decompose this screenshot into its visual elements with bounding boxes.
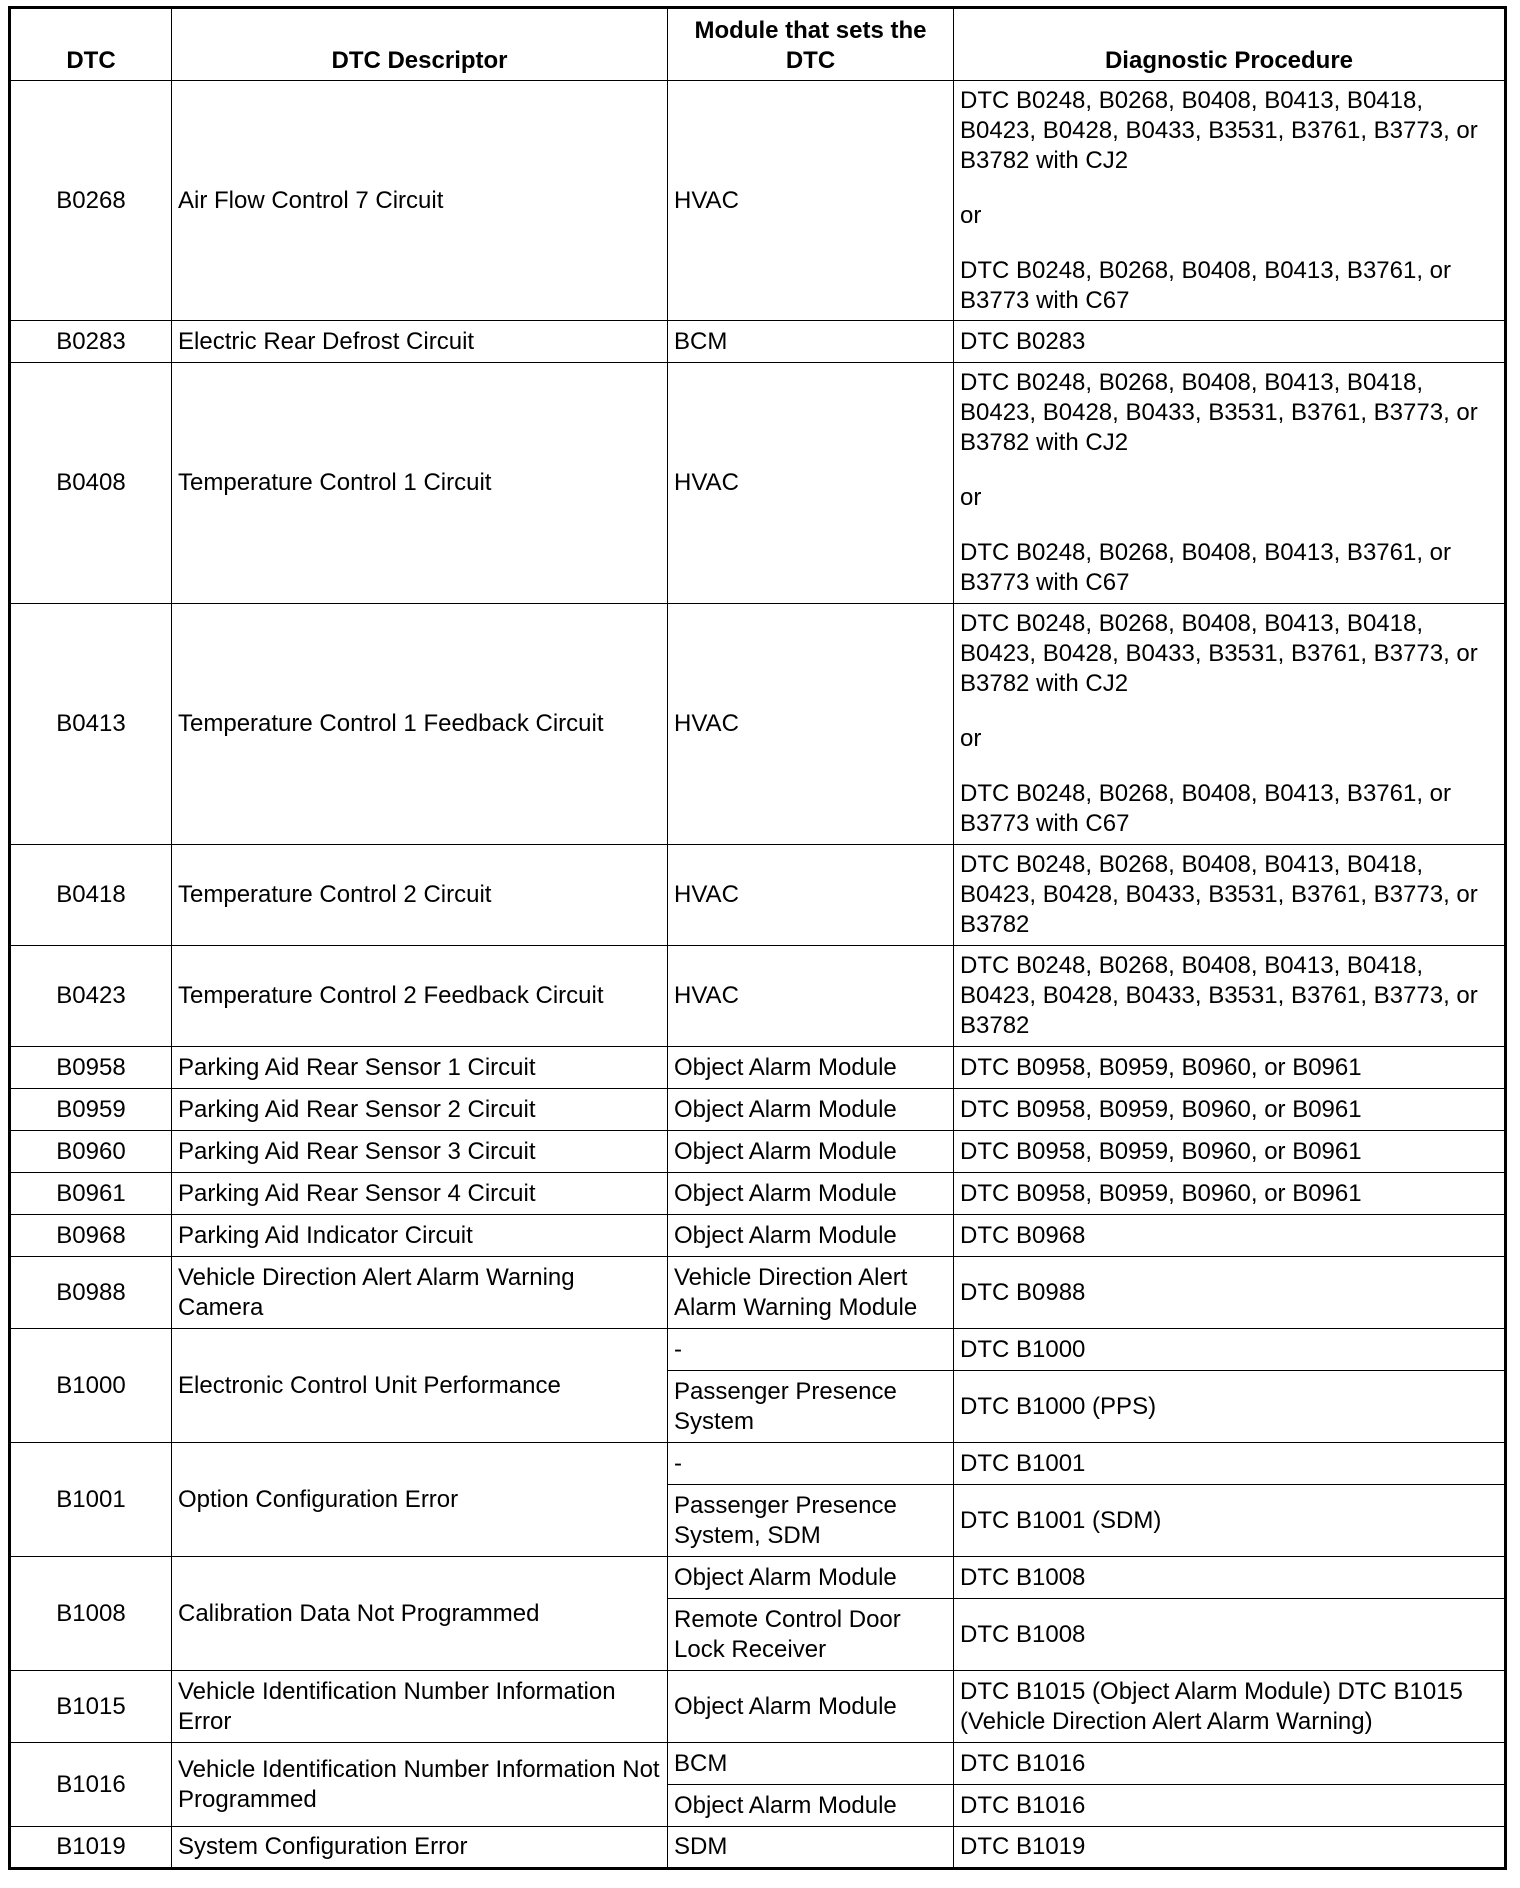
dtc-code-cell: B0988 bbox=[10, 1257, 172, 1329]
module-cell: HVAC bbox=[668, 363, 954, 604]
procedure-text: or bbox=[960, 484, 982, 511]
table-row bbox=[10, 1173, 1506, 1215]
procedure-cell bbox=[954, 1557, 1506, 1599]
procedure-text: DTC B1001 bbox=[960, 1449, 1086, 1477]
procedure-text: DTC B1016 bbox=[960, 1749, 1086, 1777]
dtc-table bbox=[8, 6, 1507, 1870]
procedure-cell bbox=[954, 1173, 1506, 1215]
module-cell: Object Alarm Module bbox=[668, 1671, 954, 1743]
procedure-cell bbox=[954, 1671, 1506, 1743]
procedure-text: DTC B0248, B0268, B0408, B0413, B0418, B0423, B0428, B0433, B3531, B3761, B3773, or B3782 with CJ2 bbox=[960, 369, 1478, 456]
table-row bbox=[10, 1131, 1506, 1173]
dtc-descriptor-cell: Vehicle Identification Number Information Not Programmed bbox=[172, 1743, 668, 1827]
dtc-descriptor-cell: Electric Rear Defrost Circuit bbox=[172, 321, 668, 363]
header-procedure: Diagnostic Procedure bbox=[954, 8, 1506, 81]
procedure-cell bbox=[954, 1215, 1506, 1257]
header-dtc: DTC bbox=[10, 8, 172, 81]
dtc-descriptor-cell: Electronic Control Unit Performance bbox=[172, 1329, 668, 1443]
table-row bbox=[10, 1329, 1506, 1371]
procedure-cell bbox=[954, 81, 1506, 321]
module-cell: HVAC bbox=[668, 81, 954, 321]
procedure-text: DTC B0248, B0268, B0408, B0413, B3761, or B3773 with C67 bbox=[960, 780, 1452, 837]
table-row bbox=[10, 1257, 1506, 1329]
table-row bbox=[10, 946, 1506, 1047]
procedure-cell bbox=[954, 1443, 1506, 1485]
procedure-cell bbox=[954, 1257, 1506, 1329]
module-cell: Remote Control Door Lock Receiver bbox=[668, 1599, 954, 1671]
dtc-code-cell: B0413 bbox=[10, 604, 172, 845]
module-cell: - bbox=[668, 1443, 954, 1485]
dtc-descriptor-cell: Parking Aid Rear Sensor 2 Circuit bbox=[172, 1089, 668, 1131]
procedure-cell bbox=[954, 604, 1506, 845]
table-row bbox=[10, 321, 1506, 363]
table-row bbox=[10, 1557, 1506, 1599]
module-cell: - bbox=[668, 1329, 954, 1371]
table-row bbox=[10, 604, 1506, 845]
module-cell: HVAC bbox=[668, 604, 954, 845]
module-cell: SDM bbox=[668, 1827, 954, 1869]
procedure-text: DTC B1008 bbox=[960, 1620, 1086, 1648]
procedure-text: DTC B0988 bbox=[960, 1278, 1086, 1306]
header-row bbox=[10, 8, 1506, 81]
procedure-text: or bbox=[960, 201, 982, 229]
header-descriptor: DTC Descriptor bbox=[172, 8, 668, 81]
procedure-cell bbox=[954, 321, 1506, 363]
procedure-text: DTC B1016 bbox=[960, 1791, 1086, 1819]
dtc-code-cell: B1008 bbox=[10, 1557, 172, 1671]
module-cell: Object Alarm Module bbox=[668, 1173, 954, 1215]
table-row bbox=[10, 1047, 1506, 1089]
procedure-cell bbox=[954, 1089, 1506, 1131]
procedure-text: DTC B0248, B0268, B0408, B0413, B0418, B0423, B0428, B0433, B3531, B3761, B3773, or B3782 with CJ2 bbox=[960, 610, 1478, 697]
procedure-cell bbox=[954, 845, 1506, 946]
procedure-text: DTC B0958, B0959, B0960, or B0961 bbox=[960, 1053, 1362, 1081]
dtc-code-cell: B0418 bbox=[10, 845, 172, 946]
dtc-code-cell: B0968 bbox=[10, 1215, 172, 1257]
dtc-code-cell: B0283 bbox=[10, 321, 172, 363]
procedure-text: DTC B0958, B0959, B0960, or B0961 bbox=[960, 1095, 1362, 1123]
procedure-text: DTC B0248, B0268, B0408, B0413, B3761, or B3773 with C67 bbox=[960, 539, 1452, 596]
table-row bbox=[10, 1089, 1506, 1131]
module-cell: BCM bbox=[668, 321, 954, 363]
procedure-text: DTC B0248, B0268, B0408, B0413, B0418, B0423, B0428, B0433, B3531, B3761, B3773, or B3782 with CJ2 bbox=[960, 86, 1478, 174]
procedure-text: DTC B0968 bbox=[960, 1221, 1086, 1249]
procedure-text: DTC B1019 bbox=[960, 1833, 1086, 1860]
procedure-cell bbox=[954, 1329, 1506, 1371]
procedure-text: or bbox=[960, 725, 982, 752]
module-cell: Object Alarm Module bbox=[668, 1557, 954, 1599]
procedure-cell bbox=[954, 1371, 1506, 1443]
dtc-code-cell: B1015 bbox=[10, 1671, 172, 1743]
dtc-descriptor-cell: Vehicle Direction Alert Alarm Warning Camera bbox=[172, 1257, 668, 1329]
module-cell: Vehicle Direction Alert Alarm Warning Module bbox=[668, 1257, 954, 1329]
procedure-cell bbox=[954, 1599, 1506, 1671]
module-cell: Passenger Presence System, SDM bbox=[668, 1485, 954, 1557]
module-cell: Object Alarm Module bbox=[668, 1785, 954, 1827]
table-row bbox=[10, 81, 1506, 321]
procedure-text: DTC B1000 bbox=[960, 1335, 1086, 1363]
module-cell: HVAC bbox=[668, 845, 954, 946]
procedure-cell bbox=[954, 1485, 1506, 1557]
procedure-text: DTC B1001 (SDM) bbox=[960, 1506, 1162, 1534]
dtc-descriptor-cell: Parking Aid Rear Sensor 1 Circuit bbox=[172, 1047, 668, 1089]
procedure-text: DTC B0283 bbox=[960, 327, 1086, 355]
dtc-descriptor-cell: Parking Aid Rear Sensor 3 Circuit bbox=[172, 1131, 668, 1173]
dtc-descriptor-cell: System Configuration Error bbox=[172, 1827, 668, 1869]
table-row bbox=[10, 1743, 1506, 1785]
procedure-cell bbox=[954, 1785, 1506, 1827]
table-body bbox=[10, 81, 1506, 1869]
dtc-code-cell: B1019 bbox=[10, 1827, 172, 1869]
dtc-descriptor-cell: Temperature Control 2 Feedback Circuit bbox=[172, 946, 668, 1047]
dtc-code-cell: B0268 bbox=[10, 81, 172, 321]
dtc-descriptor-cell: Temperature Control 2 Circuit bbox=[172, 845, 668, 946]
table-row bbox=[10, 1443, 1506, 1485]
dtc-code-cell: B0408 bbox=[10, 363, 172, 604]
table-row bbox=[10, 363, 1506, 604]
module-cell: Object Alarm Module bbox=[668, 1089, 954, 1131]
dtc-descriptor-cell: Parking Aid Indicator Circuit bbox=[172, 1215, 668, 1257]
dtc-code-cell: B0960 bbox=[10, 1131, 172, 1173]
procedure-cell bbox=[954, 1743, 1506, 1785]
dtc-code-cell: B1000 bbox=[10, 1329, 172, 1443]
procedure-cell bbox=[954, 1131, 1506, 1173]
dtc-descriptor-cell: Parking Aid Rear Sensor 4 Circuit bbox=[172, 1173, 668, 1215]
dtc-descriptor-cell: Temperature Control 1 Feedback Circuit bbox=[172, 604, 668, 845]
procedure-text: DTC B0248, B0268, B0408, B0413, B3761, or B3773 with C67 bbox=[960, 256, 1452, 314]
module-cell: Object Alarm Module bbox=[668, 1215, 954, 1257]
table-row bbox=[10, 1215, 1506, 1257]
procedure-cell bbox=[954, 1827, 1506, 1869]
table-row bbox=[10, 1827, 1506, 1869]
procedure-text: DTC B1000 (PPS) bbox=[960, 1392, 1157, 1420]
procedure-text: DTC B0958, B0959, B0960, or B0961 bbox=[960, 1137, 1362, 1165]
dtc-code-cell: B0958 bbox=[10, 1047, 172, 1089]
module-cell: Passenger Presence System bbox=[668, 1371, 954, 1443]
table-row bbox=[10, 845, 1506, 946]
dtc-descriptor-cell: Option Configuration Error bbox=[172, 1443, 668, 1557]
procedure-text: DTC B0248, B0268, B0408, B0413, B0418, B0423, B0428, B0433, B3531, B3761, B3773, or B3782 bbox=[960, 952, 1478, 1039]
module-cell: Object Alarm Module bbox=[668, 1131, 954, 1173]
dtc-code-cell: B0959 bbox=[10, 1089, 172, 1131]
dtc-code-cell: B0961 bbox=[10, 1173, 172, 1215]
procedure-text: DTC B0248, B0268, B0408, B0413, B0418, B0423, B0428, B0433, B3531, B3761, B3773, or B3782 bbox=[960, 851, 1478, 938]
table-row bbox=[10, 1671, 1506, 1743]
dtc-descriptor-cell: Temperature Control 1 Circuit bbox=[172, 363, 668, 604]
dtc-descriptor-cell: Air Flow Control 7 Circuit bbox=[172, 81, 668, 321]
dtc-descriptor-cell: Vehicle Identification Number Information Error bbox=[172, 1671, 668, 1743]
dtc-code-cell: B1016 bbox=[10, 1743, 172, 1827]
dtc-code-cell: B1001 bbox=[10, 1443, 172, 1557]
module-cell: Object Alarm Module bbox=[668, 1047, 954, 1089]
module-cell: BCM bbox=[668, 1743, 954, 1785]
procedure-cell bbox=[954, 363, 1506, 604]
procedure-cell bbox=[954, 946, 1506, 1047]
procedure-text: DTC B1015 (Object Alarm Module) DTC B1015 (Vehicle Direction Alert Alarm Warning) bbox=[960, 1677, 1463, 1735]
procedure-text: DTC B1008 bbox=[960, 1563, 1086, 1591]
module-cell: HVAC bbox=[668, 946, 954, 1047]
procedure-text: DTC B0958, B0959, B0960, or B0961 bbox=[960, 1179, 1362, 1207]
dtc-code-cell: B0423 bbox=[10, 946, 172, 1047]
dtc-descriptor-cell: Calibration Data Not Programmed bbox=[172, 1557, 668, 1671]
header-module: Module that sets the DTC bbox=[668, 8, 954, 81]
procedure-cell bbox=[954, 1047, 1506, 1089]
